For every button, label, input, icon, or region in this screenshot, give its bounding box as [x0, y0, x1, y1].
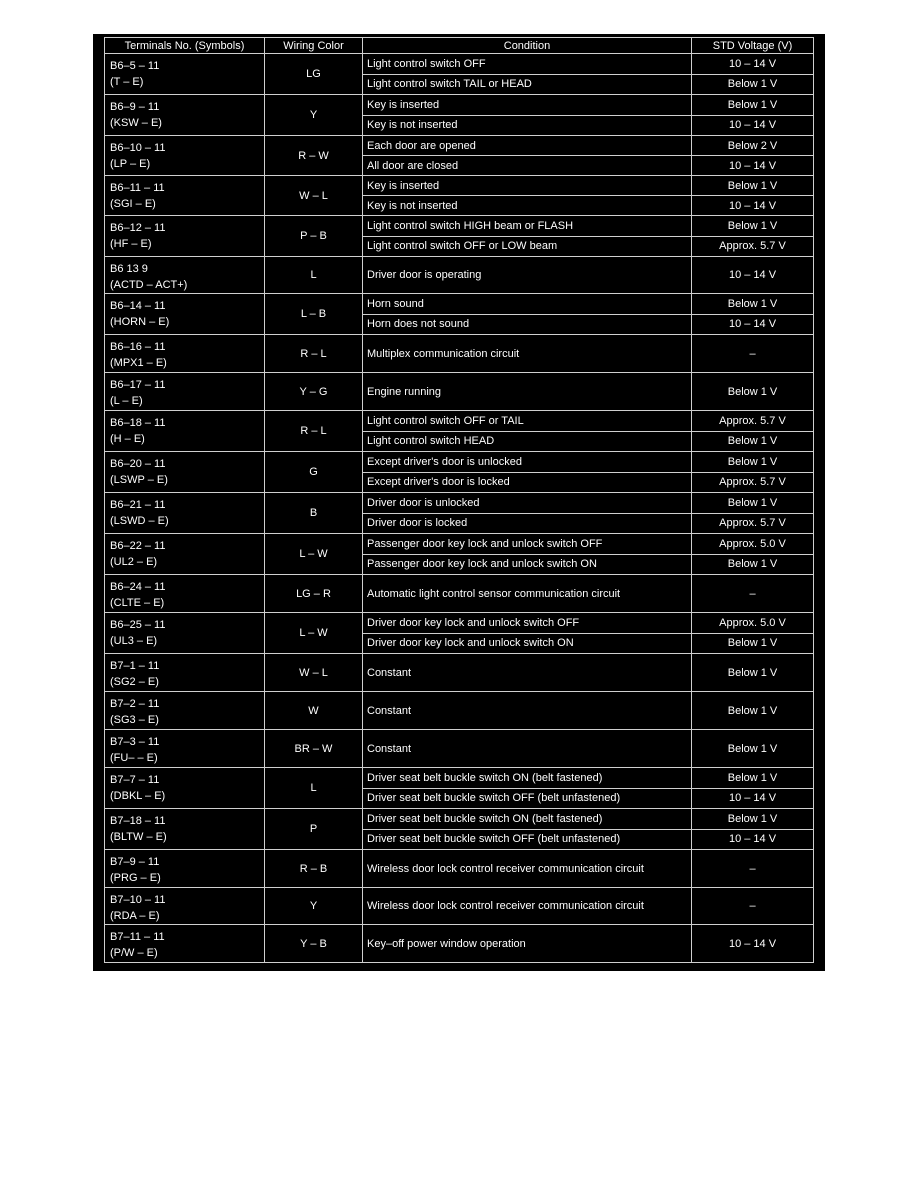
condition-cell: Except driver's door is locked	[363, 473, 692, 493]
condition-group	[363, 613, 813, 653]
wiring-color-cell: G	[265, 452, 363, 492]
condition-row	[363, 654, 813, 691]
table-row	[104, 452, 814, 493]
table-row	[104, 257, 814, 294]
condition-row	[363, 692, 813, 729]
condition-cell: Constant	[363, 692, 692, 729]
wiring-color-cell: Y	[265, 95, 363, 135]
wiring-color-cell: R – W	[265, 136, 363, 175]
wiring-color-cell: W	[265, 692, 363, 729]
condition-cell: Driver seat belt buckle switch OFF (belt unfastened)	[363, 830, 692, 850]
condition-cell: Constant	[363, 654, 692, 691]
terminal-symbol: (BLTW – E)	[110, 831, 167, 843]
table-row	[104, 216, 814, 257]
condition-row	[363, 452, 813, 472]
condition-row	[363, 115, 813, 136]
terminal-symbol: (DBKL – E)	[110, 790, 166, 802]
condition-cell: Driver door key lock and unlock switch OFF	[363, 613, 692, 633]
std-voltage-cell: –	[749, 862, 756, 875]
terminal-symbol: (ACTD – ACT+)	[110, 279, 188, 291]
wiring-color-cell: LG – R	[265, 575, 363, 612]
terminal-cell	[105, 411, 265, 451]
terminal-symbol: (SG2 – E)	[110, 676, 159, 688]
condition-group	[363, 257, 813, 293]
terminal-number: B7–1 – 11	[110, 660, 160, 672]
std-voltage-cell: Below 1 V	[727, 219, 778, 232]
table-row	[104, 768, 814, 809]
wiring-color-cell: P	[265, 809, 363, 849]
terminal-symbol: (P/W – E)	[110, 947, 158, 959]
condition-cell: Horn does not sound	[363, 315, 692, 335]
condition-cell: Light control switch TAIL or HEAD	[363, 75, 692, 95]
wiring-color-cell: W – L	[265, 654, 363, 691]
condition-cell: Driver seat belt buckle switch OFF (belt unfastened)	[363, 789, 692, 809]
wiring-color-cell: Y – B	[265, 925, 363, 962]
terminal-cell	[105, 730, 265, 767]
table-row	[104, 493, 814, 534]
std-voltage-cell: Below 1 V	[727, 666, 778, 679]
std-voltage-cell: Below 1 V	[727, 558, 778, 571]
header-condition: Condition	[363, 38, 692, 53]
terminal-cell	[105, 925, 265, 962]
condition-group	[363, 575, 813, 612]
terminal-symbol: (UL3 – E)	[110, 635, 158, 647]
condition-cell: Light control switch OFF	[363, 54, 692, 74]
terminal-cell	[105, 534, 265, 574]
std-voltage-cell: Below 1 V	[727, 179, 778, 192]
terminal-number: B6–5 – 11	[110, 60, 160, 72]
terminal-symbol: (L – E)	[110, 395, 143, 407]
terminal-number: B6–22 – 11	[110, 540, 166, 552]
std-voltage-cell: Approx. 5.7 V	[719, 517, 786, 530]
terminal-cell	[105, 373, 265, 410]
std-voltage-cell: Below 1 V	[727, 385, 778, 398]
condition-group	[363, 335, 813, 372]
condition-cell: Wireless door lock control receiver communication circuit	[363, 850, 692, 887]
std-voltage-cell: –	[749, 587, 756, 600]
std-voltage-cell: Below 1 V	[727, 435, 778, 448]
condition-group	[363, 452, 813, 492]
terminal-symbol: (CLTE – E)	[110, 597, 165, 609]
table-row	[104, 850, 814, 888]
condition-cell: Light control switch HIGH beam or FLASH	[363, 216, 692, 236]
condition-cell: Key–off power window operation	[363, 925, 692, 962]
terminal-cell	[105, 613, 265, 653]
condition-group	[363, 411, 813, 451]
wiring-color-cell: Y	[265, 888, 363, 924]
table-row	[104, 136, 814, 176]
condition-row	[363, 513, 813, 534]
condition-cell: Wireless door lock control receiver communication circuit	[363, 888, 692, 924]
condition-row	[363, 431, 813, 452]
condition-row	[363, 216, 813, 236]
condition-row	[363, 850, 813, 887]
terminal-number: B6–10 – 11	[110, 142, 166, 154]
condition-row	[363, 176, 813, 195]
terminal-symbol: (T – E)	[110, 76, 144, 88]
terminal-symbol: (RDA – E)	[110, 910, 160, 922]
terminal-cell	[105, 809, 265, 849]
table-row	[104, 613, 814, 654]
terminal-cell	[105, 54, 265, 94]
std-voltage-cell: –	[749, 347, 756, 360]
terminal-cell	[105, 654, 265, 691]
condition-row	[363, 493, 813, 513]
terminal-symbol: (FU– – E)	[110, 752, 158, 764]
condition-cell: All door are closed	[363, 156, 692, 175]
condition-group	[363, 176, 813, 215]
condition-group	[363, 730, 813, 767]
condition-row	[363, 730, 813, 767]
terminal-cell	[105, 294, 265, 334]
terminal-number: B6–16 – 11	[110, 341, 166, 353]
std-voltage-cell: 10 – 14 V	[728, 792, 777, 805]
table-row	[104, 54, 814, 95]
condition-row	[363, 236, 813, 257]
std-voltage-cell: Below 1 V	[727, 297, 778, 310]
terminal-number: B7–2 – 11	[110, 698, 160, 710]
terminal-cell	[105, 216, 265, 256]
condition-group	[363, 95, 813, 135]
terminal-number: B7–11 – 11	[110, 931, 165, 943]
terminal-cell	[105, 768, 265, 808]
terminal-number: B6–11 – 11	[110, 182, 165, 194]
terminal-symbol: (LSWP – E)	[110, 474, 168, 486]
wiring-color-cell: B	[265, 493, 363, 533]
std-voltage-cell: Below 1 V	[727, 637, 778, 650]
condition-row	[363, 314, 813, 335]
terminal-cell	[105, 257, 265, 293]
wiring-color-cell: L	[265, 768, 363, 808]
std-voltage-cell: 10 – 14 V	[728, 199, 777, 212]
terminal-cell	[105, 335, 265, 372]
terminal-symbol: (HF – E)	[110, 238, 152, 250]
terminal-number: B7–3 – 11	[110, 736, 160, 748]
terminal-cell	[105, 575, 265, 612]
condition-row	[363, 788, 813, 809]
terminal-symbol: (LSWD – E)	[110, 515, 169, 527]
condition-row	[363, 888, 813, 924]
condition-group	[363, 654, 813, 691]
condition-group	[363, 54, 813, 94]
condition-group	[363, 216, 813, 256]
table-row	[104, 335, 814, 373]
condition-group	[363, 294, 813, 334]
header-wiring-color: Wiring Color	[265, 38, 363, 53]
terminal-number: B7–7 – 11	[110, 774, 160, 786]
terminal-cell	[105, 888, 265, 924]
wiring-color-cell: R – L	[265, 411, 363, 451]
condition-row	[363, 613, 813, 633]
table-row	[104, 925, 814, 963]
table-row	[104, 294, 814, 335]
std-voltage-cell: Below 2 V	[727, 139, 778, 152]
condition-row	[363, 768, 813, 788]
condition-cell: Automatic light control sensor communication circuit	[363, 575, 692, 612]
condition-row	[363, 809, 813, 829]
terminal-symbol: (PRG – E)	[110, 872, 161, 884]
table-row	[104, 95, 814, 136]
condition-cell: Light control switch HEAD	[363, 432, 692, 452]
terminal-number: B6–18 – 11	[110, 417, 166, 429]
wiring-color-cell: R – B	[265, 850, 363, 887]
table-row	[104, 654, 814, 692]
condition-group	[363, 136, 813, 175]
wiring-color-cell: L – W	[265, 534, 363, 574]
condition-cell: Key is not inserted	[363, 116, 692, 136]
std-voltage-cell: Approx. 5.0 V	[719, 616, 786, 629]
std-voltage-cell: Approx. 5.0 V	[719, 537, 786, 550]
header-terminals: Terminals No. (Symbols)	[105, 38, 265, 53]
condition-cell: Key is not inserted	[363, 196, 692, 215]
condition-row	[363, 155, 813, 175]
table-row	[104, 692, 814, 730]
terminal-symbol: (SGI – E)	[110, 198, 156, 210]
std-voltage-cell: 10 – 14 V	[728, 57, 777, 70]
condition-group	[363, 850, 813, 887]
condition-row	[363, 195, 813, 215]
std-voltage-cell: Approx. 5.7 V	[719, 414, 786, 427]
condition-cell: Key is inserted	[363, 176, 692, 195]
condition-cell: Driver seat belt buckle switch ON (belt fastened)	[363, 768, 692, 788]
condition-row	[363, 575, 813, 612]
terminal-number: B6–12 – 11	[110, 222, 166, 234]
condition-row	[363, 534, 813, 554]
condition-group	[363, 888, 813, 924]
terminal-symbol: (HORN – E)	[110, 316, 170, 328]
terminal-symbol: (MPX1 – E)	[110, 357, 167, 369]
terminal-number: B7–18 – 11	[110, 815, 166, 827]
wiring-color-cell: Y – G	[265, 373, 363, 410]
terminal-number: B6–25 – 11	[110, 619, 166, 631]
condition-cell: Passenger door key lock and unlock switch OFF	[363, 534, 692, 554]
std-voltage-cell: 10 – 14 V	[728, 119, 777, 132]
terminal-cell	[105, 136, 265, 175]
condition-row	[363, 294, 813, 314]
condition-cell: Except driver's door is unlocked	[363, 452, 692, 472]
wiring-color-cell: L – B	[265, 294, 363, 334]
condition-cell: Multiplex communication circuit	[363, 335, 692, 372]
condition-row	[363, 554, 813, 575]
table-row	[104, 888, 814, 925]
terminal-number: B6 13 9	[110, 263, 148, 275]
table-row	[104, 373, 814, 411]
document-page	[93, 34, 825, 971]
std-voltage-cell: Below 1 V	[727, 812, 778, 825]
terminal-number: B6–24 – 11	[110, 581, 166, 593]
condition-row	[363, 257, 813, 293]
condition-cell: Light control switch OFF or TAIL	[363, 411, 692, 431]
wiring-color-cell: P – B	[265, 216, 363, 256]
condition-cell: Driver door is operating	[363, 257, 692, 293]
condition-group	[363, 692, 813, 729]
terminal-symbol: (UL2 – E)	[110, 556, 158, 568]
terminal-cell	[105, 95, 265, 135]
condition-row	[363, 411, 813, 431]
table-row	[104, 176, 814, 216]
condition-cell: Each door are opened	[363, 136, 692, 155]
terminal-symbol: (KSW – E)	[110, 117, 162, 129]
std-voltage-cell: Below 1 V	[727, 455, 778, 468]
condition-cell: Driver door is unlocked	[363, 493, 692, 513]
condition-group	[363, 809, 813, 849]
condition-cell: Passenger door key lock and unlock switch ON	[363, 555, 692, 575]
condition-group	[363, 373, 813, 410]
std-voltage-cell: Approx. 5.7 V	[719, 240, 786, 253]
condition-row	[363, 633, 813, 654]
condition-group	[363, 925, 813, 962]
std-voltage-cell: Below 1 V	[727, 704, 778, 717]
condition-cell: Key is inserted	[363, 95, 692, 115]
std-voltage-cell: –	[749, 900, 756, 912]
header-std-voltage: STD Voltage (V)	[712, 39, 793, 52]
wiring-color-cell: R – L	[265, 335, 363, 372]
condition-cell: Driver door key lock and unlock switch ON	[363, 634, 692, 654]
terminal-number: B6–21 – 11	[110, 499, 166, 511]
condition-row	[363, 95, 813, 115]
condition-cell: Driver seat belt buckle switch ON (belt fastened)	[363, 809, 692, 829]
wiring-color-cell: L – W	[265, 613, 363, 653]
terminal-symbol: (H – E)	[110, 433, 145, 445]
terminal-number: B6–14 – 11	[110, 300, 166, 312]
std-voltage-cell: 10 – 14 V	[728, 318, 777, 331]
table-header	[104, 37, 814, 54]
condition-cell: Driver door is locked	[363, 514, 692, 534]
terminal-cell	[105, 452, 265, 492]
terminal-number: B7–10 – 11	[110, 894, 166, 906]
table-row	[104, 809, 814, 850]
terminal-number: B7–9 – 11	[110, 856, 160, 868]
condition-cell: Engine running	[363, 373, 692, 410]
wiring-color-cell: L	[265, 257, 363, 293]
std-voltage-cell: 10 – 14 V	[728, 269, 777, 281]
std-voltage-cell: 10 – 14 V	[728, 159, 777, 172]
std-voltage-cell: Below 1 V	[727, 78, 778, 91]
condition-row	[363, 373, 813, 410]
condition-row	[363, 829, 813, 850]
terminal-number: B6–17 – 11	[110, 379, 166, 391]
wiring-color-cell: BR – W	[265, 730, 363, 767]
condition-row	[363, 74, 813, 95]
wiring-color-cell: W – L	[265, 176, 363, 215]
condition-group	[363, 768, 813, 808]
terminal-symbol: (LP – E)	[110, 158, 151, 170]
condition-cell: Horn sound	[363, 294, 692, 314]
table-row	[104, 534, 814, 575]
terminal-number: B6–20 – 11	[110, 458, 166, 470]
table-body	[104, 54, 814, 963]
table-row	[104, 730, 814, 768]
condition-row	[363, 472, 813, 493]
std-voltage-cell: 10 – 14 V	[728, 937, 777, 950]
table-row	[104, 411, 814, 452]
terminal-cell	[105, 176, 265, 215]
terminal-cell	[105, 493, 265, 533]
condition-row	[363, 335, 813, 372]
std-voltage-cell: Below 1 V	[727, 98, 778, 111]
std-voltage-cell: Below 1 V	[727, 496, 778, 509]
condition-cell: Constant	[363, 730, 692, 767]
terminal-cell	[105, 692, 265, 729]
terminal-cell	[105, 850, 265, 887]
condition-group	[363, 493, 813, 533]
std-voltage-cell: 10 – 14 V	[728, 833, 777, 846]
terminal-symbol: (SG3 – E)	[110, 714, 159, 726]
std-voltage-cell: Below 1 V	[727, 742, 778, 755]
std-voltage-cell: Approx. 5.7 V	[719, 476, 786, 489]
std-voltage-cell: Below 1 V	[727, 771, 778, 784]
wiring-color-cell: LG	[265, 54, 363, 94]
table-row	[104, 575, 814, 613]
condition-cell: Light control switch OFF or LOW beam	[363, 237, 692, 257]
terminal-number: B6–9 – 11	[110, 101, 160, 113]
terminal-voltage-table	[104, 37, 814, 963]
condition-row	[363, 925, 813, 962]
condition-group	[363, 534, 813, 574]
condition-row	[363, 54, 813, 74]
condition-row	[363, 136, 813, 155]
